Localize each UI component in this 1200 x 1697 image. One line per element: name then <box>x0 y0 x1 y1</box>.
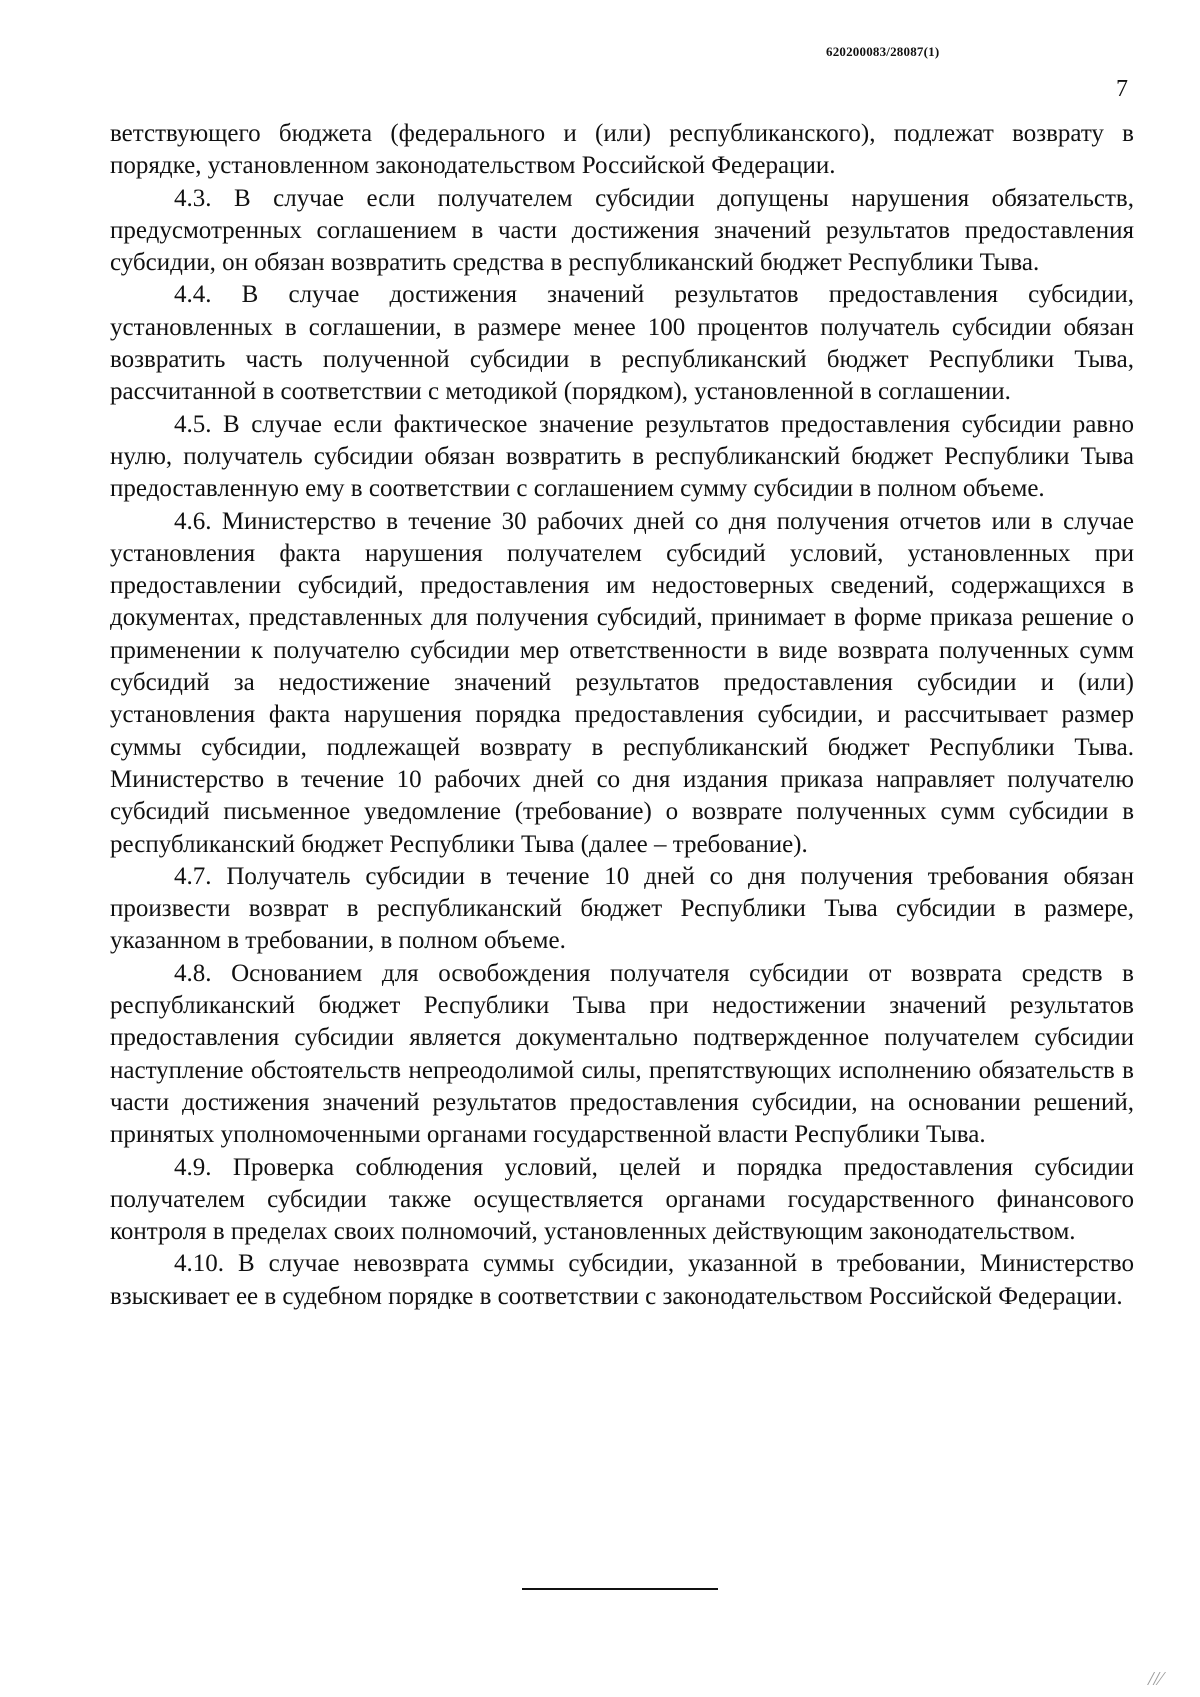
paragraph-4-10: 4.10. В случае невозврата суммы субсидии, указанной в требовании, Министерство взыскивает ее в судебном порядке в соответствии с законодательством Российской Федерации. <box>110 1250 1134 1310</box>
paragraph-4-7: 4.7. Получатель субсидии в течение 10 дней со дня получения требования обязан произвести возврат в республиканский бюджет Республики Тыва субсидии в размере, указанном в требовании, в полном объеме. <box>110 862 1134 955</box>
page-number: 7 <box>1116 76 1128 102</box>
paragraph-continuation: ветствующего бюджета (федерального и (или) республиканского), подлежат возврату в порядке, установленном законодательством Российской Федерации. <box>110 120 1134 180</box>
corner-handwritten-mark: //⁄ <box>1148 1668 1163 1690</box>
paragraph-4-4: 4.4. В случае достижения значений результатов предоставления субсидии, установленных в соглашении, в размере менее 100 процентов получатель субсидии обязан возвратить часть полученной субсидии в республиканский бюджет Республики Тыва, рассчитанной в соответствии с методикой (порядком), установленной в соглашении. <box>110 281 1134 406</box>
paragraph-4-6: 4.6. Министерство в течение 30 рабочих дней со дня получения отчетов или в случае установления факта нарушения получателем субсидий условий, установленных при предоставлении субсидий, предоставления им недостоверных сведений, содержащихся в документах, представленных для получения субсидий, принимает в форме приказа решение о применении к получателю субсидии мер ответственности в виде возврата полученных сумм субсидий за недостижение значений результатов предоставления субсидии и (или) установления факта нарушения порядка предоставления субсидии, и рассчитывает размер суммы субсидии, подлежащей возврату в республиканский бюджет Республики Тыва. Министерство в течение 10 рабочих дней со дня издания приказа направляет получателю субсидий письменное уведомление (требование) о возврате полученных сумм субсидии в республиканский бюджет Республики Тыва (далее – требование). <box>110 507 1134 858</box>
paragraph-4-3: 4.3. В случае если получателем субсидии допущены нарушения обязательств, предусмотренных соглашением в части достижения значений результатов предоставления субсидии, он обязан возвратить средства в республиканский бюджет Республики Тыва. <box>110 184 1134 277</box>
paragraph-4-8: 4.8. Основанием для освобождения получателя субсидии от возврата средств в республиканский бюджет Республики Тыва при недостижении значений результатов предоставления субсидии является документально подтвержденное получателем субсидии наступление обстоятельств непреодолимой силы, препятствующих исполнению обязательств в части достижения значений результатов предоставления субсидии, на основании решений, принятых уполномоченными органами государственной власти Республики Тыва. <box>110 959 1134 1149</box>
document-body <box>110 118 1134 1313</box>
end-of-document-rule <box>522 1588 718 1590</box>
document-id: 620200083/28087(1) <box>826 44 940 59</box>
paragraph-4-5: 4.5. В случае если фактическое значение результатов предоставления субсидии равно нулю, получатель субсидии обязан возвратить в республиканский бюджет Республики Тыва предоставленную ему в соответствии с соглашением сумму субсидии в полном объеме. <box>110 410 1134 503</box>
paragraph-4-9: 4.9. Проверка соблюдения условий, целей и порядка предоставления субсидии получателем субсидии также осуществляется органами государственного финансового контроля в пределах своих полномочий, установленных действующим законодательством. <box>110 1153 1134 1246</box>
